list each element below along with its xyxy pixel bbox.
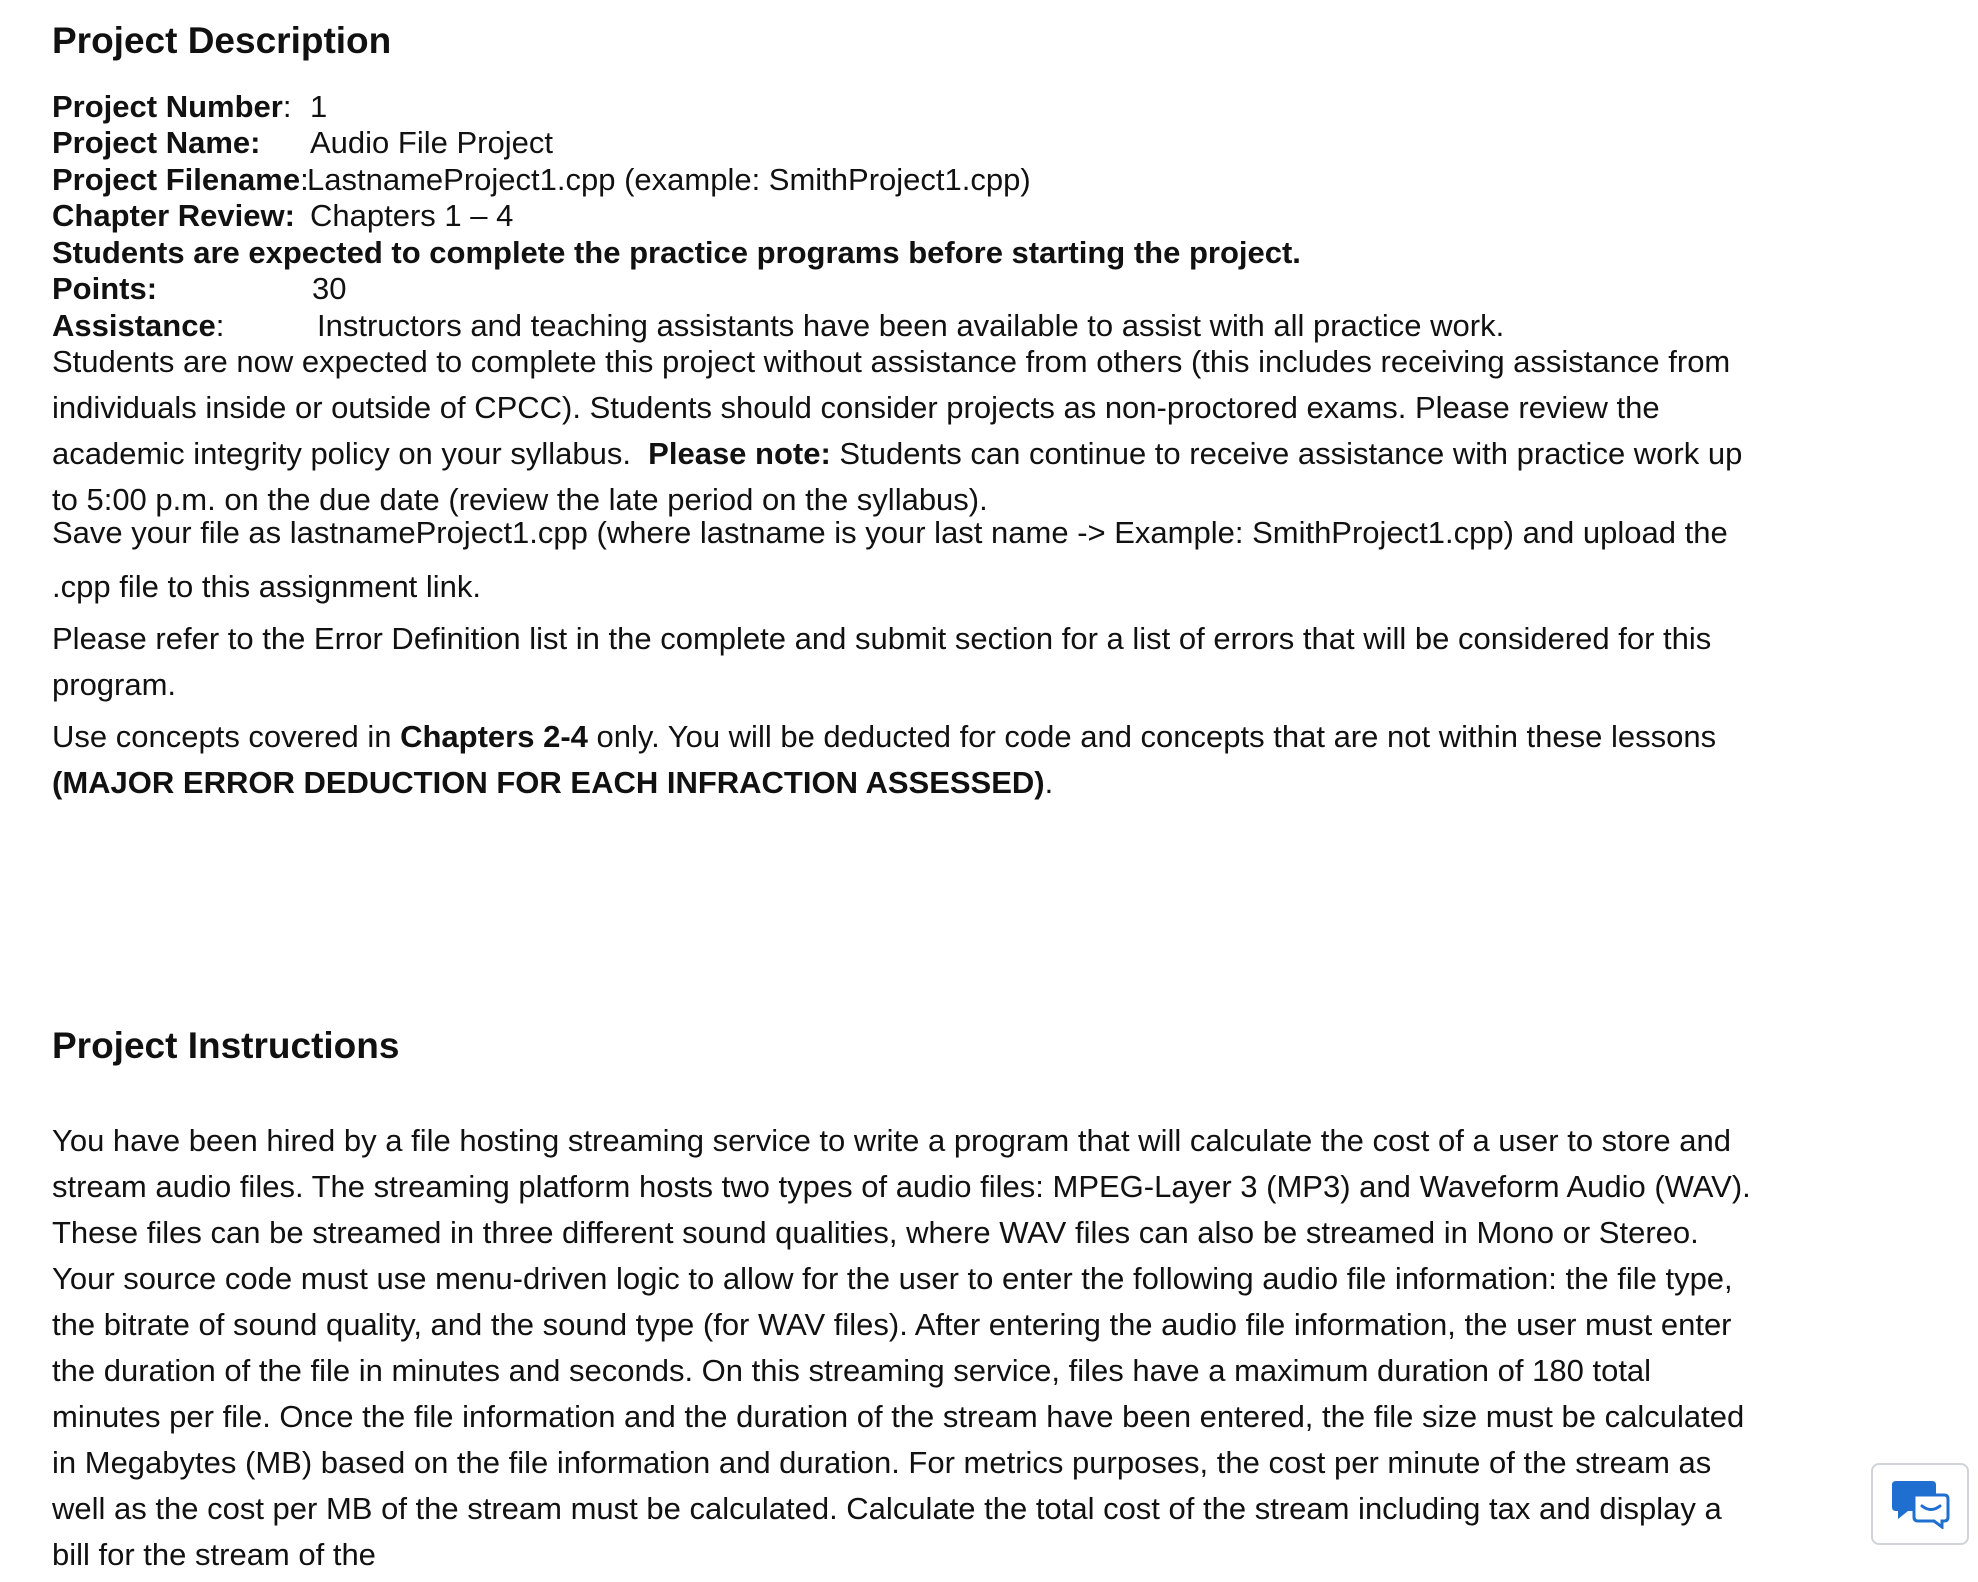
assistance-text: Students are now expected to complete this project without assistance from others (this includes receiving assistance from individuals inside or outside of CPCC). Students should consider projects as non-proctored exams. Please review the academic integrity policy on your syllabus. bbox=[52, 344, 1731, 471]
instructions-body: You have been hired by a file hosting streaming service to write a program that will calculate the cost of a user to store and stream audio files. The streaming platform hosts two types of audio files: MPEG-Layer 3 (MP3) and Waveform Audio (WAV). These files can be streamed in three different sound qualities, where WAV files can also be streamed in Mono or Stereo. Your source code must use menu-driven logic to allow for the user to enter the following audio file information: the file type, the bitrate of sound quality, and the sound type (for WAV files). After entering the audio file information, the user must enter the duration of the file in minutes and seconds. On this streaming service, files have a maximum duration of 180 total minutes per file. Once the file information and the duration of the stream have been entered, the file size must be calculated in Megabytes (MB) based on the file information and duration. For metrics purposes, the cost per minute of the stream as well as the cost per MB of the stream must be calculated. Calculate the total cost of the stream including tax and display a bill for the stream of the bbox=[52, 1123, 1751, 1572]
points-value: 30 bbox=[312, 271, 347, 306]
concepts-paragraph bbox=[52, 714, 1752, 806]
concepts-chapters: Chapters 2-4 bbox=[400, 719, 588, 754]
project-description-heading: Project Description bbox=[52, 20, 392, 61]
points-label: Points: bbox=[52, 271, 158, 306]
chat-button[interactable] bbox=[1871, 1463, 1969, 1545]
chapter-review-value: Chapters 1 – 4 bbox=[310, 198, 514, 233]
major-error-warning: (MAJOR ERROR DEDUCTION FOR EACH INFRACTION ASSESSED) bbox=[52, 765, 1045, 800]
please-note-text: Students can continue to receive assistance with practice work up to 5:00 p.m. on the due date (review the late period on the syllabus). bbox=[52, 436, 1743, 517]
chat-bubble-icon bbox=[1888, 1479, 1952, 1529]
please-note-label: Please note: bbox=[648, 436, 831, 471]
concepts-prefix: Use concepts covered in bbox=[52, 719, 392, 754]
chapter-review-label: Chapter Review: bbox=[52, 198, 295, 233]
project-filename-label: Project Filename bbox=[52, 162, 301, 197]
assistance-first-line: Instructors and teaching assistants have been available to assist with all practice work. bbox=[317, 308, 1505, 343]
concepts-suffix: . bbox=[1044, 765, 1054, 800]
save-file-paragraph: Save your file as lastnameProject1.cpp (where lastname is your last name -> Example: SmithProject1.cpp) and upload the .cpp file to this assignment link. bbox=[52, 515, 1728, 604]
error-definition-paragraph: Please refer to the Error Definition list in the complete and submit section for a list of errors that will be considered for this program. bbox=[52, 621, 1712, 702]
assistance-paragraph bbox=[52, 339, 1752, 523]
assistance-label: Assistance bbox=[52, 308, 216, 343]
colon: : bbox=[300, 162, 309, 197]
project-number-label: Project Number bbox=[52, 89, 283, 124]
project-filename-value: LastnameProject1.cpp (example: SmithProject1.cpp) bbox=[307, 162, 1031, 197]
project-instructions-heading: Project Instructions bbox=[52, 1025, 400, 1066]
practice-expectation: Students are expected to complete the practice programs before starting the project. bbox=[52, 235, 1301, 270]
project-number-value: 1 bbox=[310, 89, 328, 124]
colon: : bbox=[215, 308, 225, 343]
project-name-label: Project Name: bbox=[52, 125, 261, 160]
colon: : bbox=[282, 89, 292, 124]
project-name-value: Audio File Project bbox=[310, 125, 553, 160]
concepts-middle: only. You will be deducted for code and concepts that are not within these lessons bbox=[596, 719, 1717, 754]
